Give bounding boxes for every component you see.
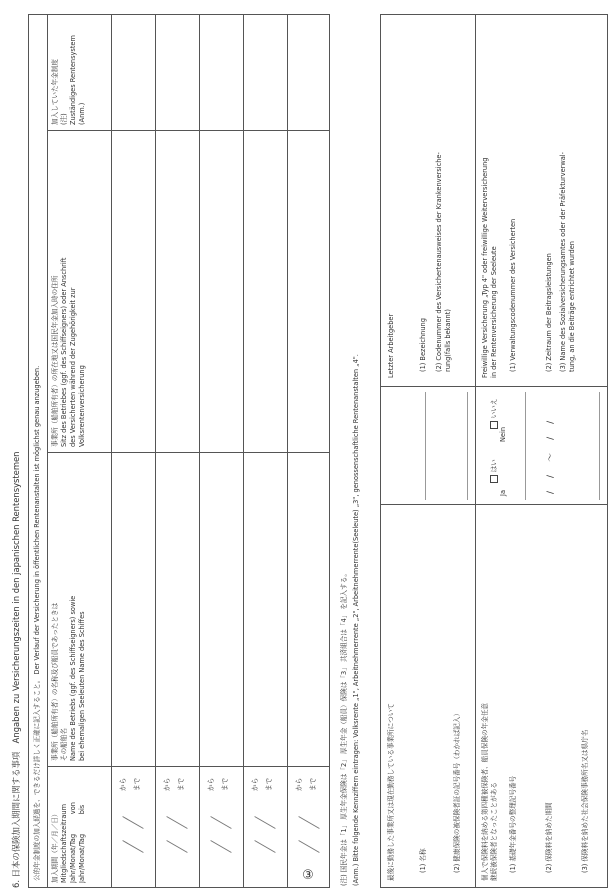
name-label-jp: (1) 名称 — [419, 848, 427, 873]
yes-checkbox[interactable]: はい Ja — [490, 459, 507, 496]
period-from-label: から — [295, 777, 303, 791]
period-input[interactable]: / / ～ / / — [546, 418, 556, 494]
col-period-header: 加入期間（年／月／日） Mitgliedschaftszeitraum Jahr/Monat/Tag von Jahr/Monat/Tag bis — [51, 802, 86, 883]
employer-table-inputs — [380, 386, 608, 504]
no-checkbox[interactable]: いいえ Nein — [490, 398, 507, 442]
period-from-label: から — [119, 777, 127, 791]
employer-table-japanese — [380, 504, 608, 888]
admin-code-label-de: (1) Verwaltungscodenummer des Versicherten — [509, 218, 517, 372]
pension-history-table — [28, 14, 330, 888]
health-insurance-code-label-jp: (2) 健康保険の被保険者証の記号番号（わかれば記入） — [453, 709, 461, 873]
col-pension-system-header: 加入していた年金制度 (注) Zuständiges Rentensystem (Anm.) — [51, 35, 86, 125]
note-german: (Anm.) Bitte folgende Kennziffern eintragen: Volksrente „1", Arbeitnehmerrente „2", Arbeitnehmerrente(Seeleute) „3", genossenschaftliche Rentenanstalten „4". — [352, 354, 360, 886]
note-japanese: (注) 国民年金は「1」 厚生年金保険は「2」 厚生年金（船員）保険は「3」 共済組合は「4」 を記入する。 — [340, 570, 348, 886]
period-from-label: から — [163, 777, 171, 791]
period-to-label: まで — [265, 777, 273, 791]
voluntary-insurance-heading-jp: 個人で保険料を納める第四種被保険者、船員保険の年金任意 継続被保険者となったことがある — [481, 702, 498, 881]
col-employer-name-header: 事業所（船舶所有者）の名称及び船員であったときは その船舶名 Name des Betriebs (ggf. des Schiffseigners) sowie bei ehemaligen Seeleuten Name des Schiffes — [51, 595, 86, 761]
checkbox-no-box[interactable] — [490, 421, 498, 429]
last-employer-heading-jp: 最後に勤務した事業所又は現在勤務している事業所について — [387, 703, 395, 881]
payment-period-label-jp: (2) 保険料を納めた期間 — [545, 802, 553, 873]
section-heading: 6. 日本の保険加入期間に関する事項 Angaben zu Versicherungszeiten in den japanischen Rentensystemen — [11, 451, 21, 888]
period-to-label: まで — [133, 777, 141, 791]
voluntary-insurance-heading-de: Freiwillige Versicherung „Typ 4" oder freiwillige Weiterversicherung in der Rentenversicherung der Seeleute — [481, 157, 498, 378]
name-label-de: (1) Bezeichnung — [419, 318, 427, 372]
checkbox-yes-box[interactable] — [490, 475, 498, 483]
col-employer-address-header: 事業所（船舶所有者）の所在地又は国民年金加入時の住所 Sitz des Betriebes (ggf. des Schiffseigners) oder Anschrift des Versicherten während der Zugehörigkeit zur Volksrentenversicherung — [51, 257, 86, 447]
social-insurance-office-label-jp: (3) 保険料を納めた社会保険事務所名又は県庁名 — [581, 729, 589, 873]
period-from-label: から — [251, 777, 259, 791]
last-employer-heading-de: Letzter Arbeitgeber — [387, 313, 395, 378]
employer-table-german — [380, 14, 608, 386]
period-from-label: から — [207, 777, 215, 791]
period-to-label: まで — [309, 777, 317, 791]
page-number: ③ — [302, 868, 314, 883]
admin-code-label-jp: (1) 基礎年金番号の整理記号番号 — [509, 775, 517, 873]
payment-period-label-de: (2) Zeitraum der Beitragsleistungen — [545, 253, 553, 372]
social-insurance-office-label-de: (3) Name des Sozialversicherungsamtes oder der Präfekturverwal- tung, an die Beiträge entrichtet wurden — [559, 152, 576, 372]
period-to-label: まで — [177, 777, 185, 791]
period-to-label: まで — [221, 777, 229, 791]
health-insurance-code-label-de: (2) Codenummer des Versichertenausweises der Krankenversiche- rung(falls bekannt) — [435, 152, 452, 372]
table-intro: 公的年金制度の加入経過を、できるだけ詳しく正確に記入すること。 Der Verlauf der Versicherung in öffentlichen Rentenanstalten ist möglichst genau anzugeben. — [33, 365, 41, 881]
